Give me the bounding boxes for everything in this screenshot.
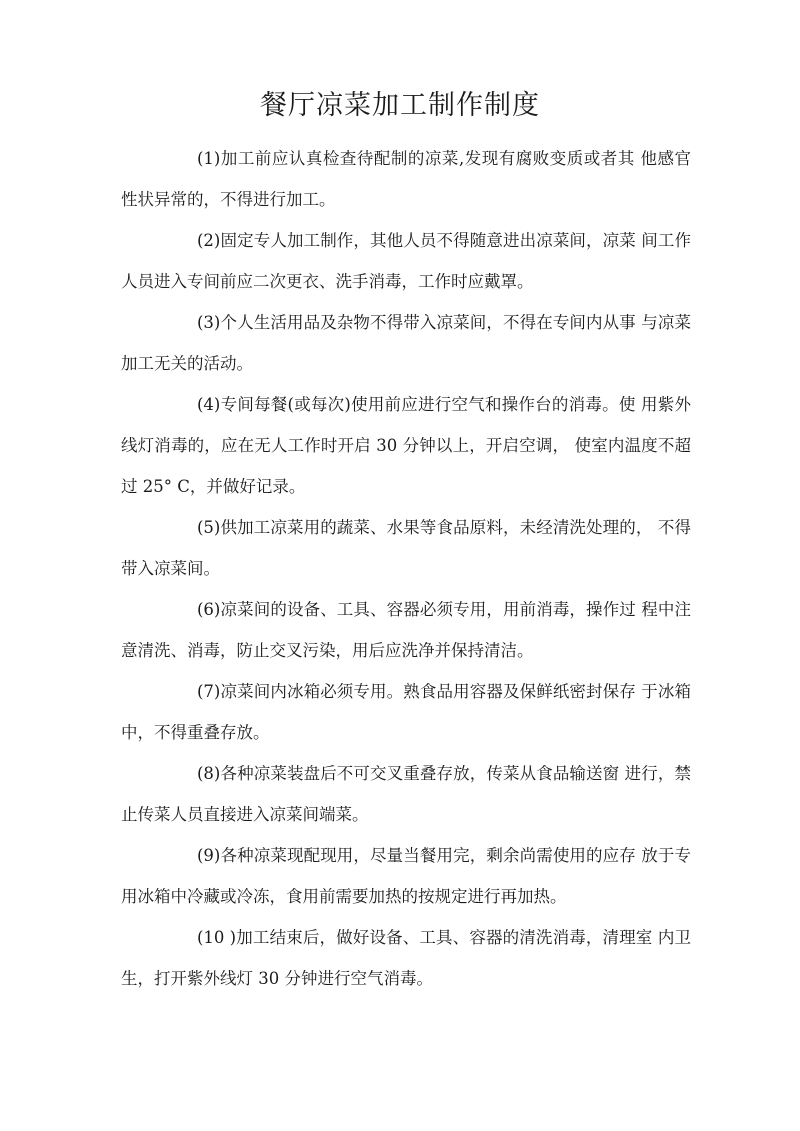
paragraph-number: (9) [197, 846, 221, 865]
paragraph-6 [121, 589, 691, 671]
paragraph-number: (1) [197, 149, 221, 168]
paragraph-number: (4) [197, 395, 221, 414]
paragraph-number: (5) [197, 518, 221, 537]
paragraph-text: 凉菜间内冰箱必须专用。熟食品用容器及保鲜纸密封保存 于冰箱中，不得重叠存放。 [121, 682, 691, 742]
paragraph-list [121, 138, 691, 999]
paragraph-number: (8) [197, 764, 221, 783]
paragraph-text: 各种凉菜装盘后不可交叉重叠存放，传菜从食品输送窗 进行，禁止传菜人员直接进入凉菜间端菜。 [121, 764, 691, 824]
paragraph-3 [121, 302, 691, 384]
paragraph-5 [121, 507, 691, 589]
paragraph-number: (10 ) [197, 928, 237, 947]
paragraph-1 [121, 138, 691, 220]
paragraph-text: 专间每餐(或每次)使用前应进行空气和操作台的消毒。使 用紫外线灯消毒的，应在无人工作时开启 30 分钟以上，开启空调， 使室内温度不超过 25° C，并做好记录。 [121, 395, 691, 496]
paragraph-number: (3) [197, 313, 221, 332]
paragraph-text: 加工结束后，做好设备、工具、容器的清洗消毒，清理室 内卫生，打开紫外线灯 30 分钟进行空气消毒。 [121, 928, 691, 988]
paragraph-number: (7) [197, 682, 221, 701]
paragraph-9 [121, 835, 691, 917]
paragraph-text: 供加工凉菜用的蔬菜、水果等食品原料，未经清洗处理的， 不得带入凉菜间。 [121, 518, 691, 578]
paragraph-text: 凉菜间的设备、工具、容器必须专用，用前消毒，操作过 程中注意清洗、消毒，防止交叉污染，用后应洗净并保持清洁。 [121, 600, 691, 660]
document-title: 餐厅凉菜加工制作制度 [260, 90, 540, 121]
paragraph-10 [121, 917, 691, 999]
paragraph-text: 个人生活用品及杂物不得带入凉菜间，不得在专间内从事 与凉菜加工无关的活动。 [121, 313, 691, 373]
paragraph-text: 各种凉菜现配现用，尽量当餐用完，剩余尚需使用的应存 放于专用冰箱中冷藏或冷冻，食用前需要加热的按规定进行再加热。 [121, 846, 691, 906]
paragraph-7 [121, 671, 691, 753]
paragraph-8 [121, 753, 691, 835]
paragraph-number: (2) [197, 231, 221, 250]
paragraph-2 [121, 220, 691, 302]
paragraph-text: 固定专人加工制作，其他人员不得随意进出凉菜间，凉菜 间工作人员进入专间前应二次更衣、洗手消毒，工作时应戴罩。 [121, 231, 691, 291]
paragraph-4 [121, 384, 691, 507]
paragraph-text: 加工前应认真检查待配制的凉菜,发现有腐败变质或者其 他感官性状异常的，不得进行加工。 [121, 149, 691, 209]
paragraph-number: (6) [197, 600, 221, 619]
